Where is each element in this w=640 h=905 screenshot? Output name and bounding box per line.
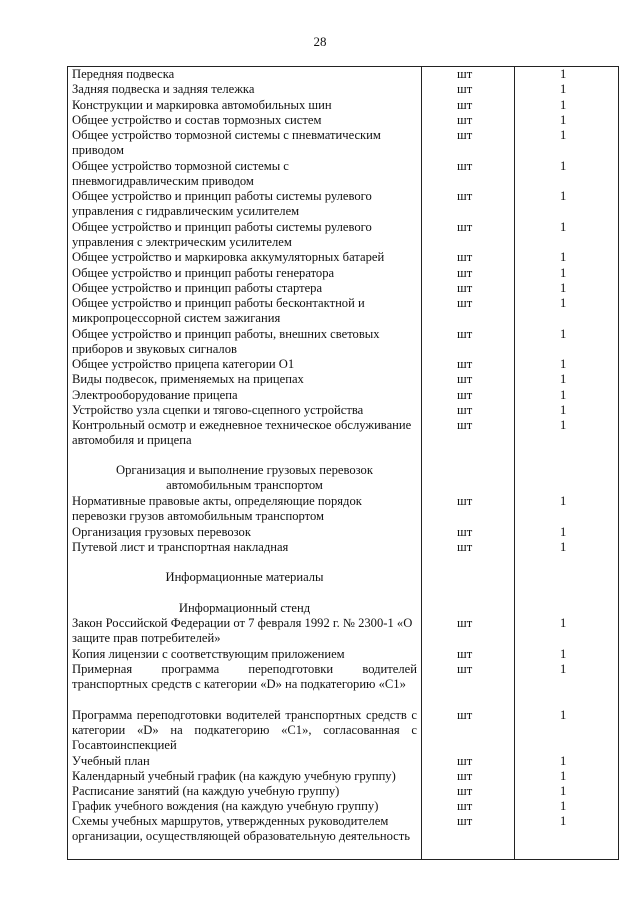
table-row bbox=[68, 708, 620, 754]
section-heading-info-materials: Информационные материалы bbox=[165, 570, 324, 584]
item-name: Задняя подвеска и задняя тележка bbox=[72, 82, 255, 96]
item-unit: шт bbox=[457, 799, 473, 813]
item-quantity: 1 bbox=[560, 67, 567, 81]
item-unit: шт bbox=[457, 769, 473, 783]
table-row bbox=[68, 67, 620, 82]
table-row bbox=[68, 814, 620, 860]
table-row bbox=[68, 357, 620, 372]
item-quantity: 1 bbox=[560, 525, 567, 539]
item-unit: шт bbox=[457, 708, 473, 722]
item-unit: шт bbox=[457, 403, 473, 417]
item-quantity: 1 bbox=[560, 769, 567, 783]
item-unit: шт bbox=[457, 418, 473, 432]
item-quantity: 1 bbox=[560, 128, 567, 142]
item-quantity: 1 bbox=[560, 189, 567, 203]
table-row bbox=[68, 128, 620, 158]
item-name: Расписание занятий (на каждую учебную группу) bbox=[72, 784, 340, 798]
table-row bbox=[68, 113, 620, 128]
item-quantity: 1 bbox=[560, 113, 567, 127]
table-row bbox=[68, 327, 620, 357]
equipment-table bbox=[67, 66, 619, 860]
table-row bbox=[68, 784, 620, 799]
item-name: График учебного вождения (на каждую учебную группу) bbox=[72, 799, 379, 813]
table-row bbox=[68, 250, 620, 265]
table-row bbox=[68, 647, 620, 662]
item-unit: шт bbox=[457, 281, 473, 295]
item-quantity: 1 bbox=[560, 540, 567, 554]
item-name: Конструкции и маркировка автомобильных шин bbox=[72, 98, 332, 112]
item-unit: шт bbox=[457, 189, 473, 203]
table-row bbox=[68, 372, 620, 387]
item-unit: шт bbox=[457, 128, 473, 142]
table-row bbox=[68, 662, 620, 708]
item-unit: шт bbox=[457, 647, 473, 661]
table-row bbox=[68, 159, 620, 189]
item-quantity: 1 bbox=[560, 357, 567, 371]
item-quantity: 1 bbox=[560, 418, 567, 432]
item-name: Общее устройство и принцип работы, внешних световых приборов и звуковых сигналов bbox=[72, 327, 380, 357]
item-quantity: 1 bbox=[560, 220, 567, 234]
item-unit: шт bbox=[457, 327, 473, 341]
item-name: Общее устройство тормозной системы с пневмогидравлическим приводом bbox=[72, 159, 289, 189]
item-name: Общее устройство и принцип работы генератора bbox=[72, 266, 335, 280]
table-row bbox=[68, 82, 620, 97]
item-name: Общее устройство и состав тормозных систем bbox=[72, 113, 322, 127]
item-quantity: 1 bbox=[560, 708, 567, 722]
item-name: Учебный план bbox=[72, 754, 150, 768]
item-quantity: 1 bbox=[560, 159, 567, 173]
item-quantity: 1 bbox=[560, 266, 567, 280]
item-unit: шт bbox=[457, 784, 473, 798]
table-row bbox=[68, 296, 620, 326]
table-row bbox=[68, 220, 620, 250]
item-unit: шт bbox=[457, 540, 473, 554]
item-name: Путевой лист и транспортная накладная bbox=[72, 540, 289, 554]
item-name: Электрооборудование прицепа bbox=[72, 388, 238, 402]
item-name: Общее устройство прицепа категории O1 bbox=[72, 357, 295, 371]
item-quantity: 1 bbox=[560, 372, 567, 386]
table-row bbox=[68, 98, 620, 113]
item-unit: шт bbox=[457, 296, 473, 310]
item-name: Общее устройство и принцип работы бесконтактной и микропроцессорной систем зажигания bbox=[72, 296, 365, 326]
item-unit: шт bbox=[457, 525, 473, 539]
item-name: Общее устройство и принцип работы системы рулевого управления с гидравлическим усилителем bbox=[72, 189, 372, 219]
item-quantity: 1 bbox=[560, 82, 567, 96]
table-row bbox=[68, 540, 620, 555]
item-quantity: 1 bbox=[560, 784, 567, 798]
section-heading-info-stand: Информационный стенд bbox=[178, 601, 311, 615]
item-quantity: 1 bbox=[560, 754, 567, 768]
item-unit: шт bbox=[457, 250, 473, 264]
item-unit: шт bbox=[457, 82, 473, 96]
section-heading-cargo: Организация и выполнение грузовых перевозок автомобильным транспортом bbox=[116, 463, 373, 493]
table-row bbox=[68, 769, 620, 784]
item-quantity: 1 bbox=[560, 494, 567, 508]
item-quantity: 1 bbox=[560, 647, 567, 661]
table-row bbox=[68, 754, 620, 769]
item-unit: шт bbox=[457, 494, 473, 508]
table-row bbox=[68, 799, 620, 814]
item-unit: шт bbox=[457, 220, 473, 234]
item-unit: шт bbox=[457, 814, 473, 828]
item-quantity: 1 bbox=[560, 662, 567, 676]
item-unit: шт bbox=[457, 67, 473, 81]
item-name: Программа переподготовки водителей транспортных средств с категории «D» на подкатегорию «C1», согласованная с Госавтоинспекцией bbox=[72, 708, 417, 753]
table-row bbox=[68, 189, 620, 219]
table-row bbox=[68, 403, 620, 418]
item-quantity: 1 bbox=[560, 403, 567, 417]
table-row bbox=[68, 266, 620, 281]
item-name: Схемы учебных маршрутов, утвержденных руководителем организации, осуществляющей образовательную деятельность bbox=[72, 814, 411, 844]
item-name: Копия лицензии с соответствующим приложением bbox=[72, 647, 345, 661]
item-unit: шт bbox=[457, 98, 473, 112]
table-row bbox=[68, 388, 620, 403]
item-unit: шт bbox=[457, 266, 473, 280]
item-unit: шт bbox=[457, 357, 473, 371]
item-unit: шт bbox=[457, 159, 473, 173]
item-name: Контрольный осмотр и ежедневное техническое обслуживание автомобиля и прицепа bbox=[72, 418, 412, 448]
item-name: Виды подвесок, применяемых на прицепах bbox=[72, 372, 304, 386]
item-unit: шт bbox=[457, 662, 473, 676]
item-name: Устройство узла сцепки и тягово-сцепного устройства bbox=[72, 403, 364, 417]
item-name: Общее устройство и принцип работы системы рулевого управления с электрическим усилителем bbox=[72, 220, 372, 250]
item-name: Организация грузовых перевозок bbox=[72, 525, 251, 539]
table-row bbox=[68, 616, 620, 646]
item-name: Закон Российской Федерации от 7 февраля 1992 г. № 2300-1 «О защите прав потребителей» bbox=[72, 616, 413, 646]
item-name: Общее устройство и маркировка аккумуляторных батарей bbox=[72, 250, 385, 264]
item-unit: шт bbox=[457, 113, 473, 127]
item-name: Общее устройство тормозной системы с пневматическим приводом bbox=[72, 128, 381, 158]
item-unit: шт bbox=[457, 372, 473, 386]
item-name: Календарный учебный график (на каждую учебную группу) bbox=[72, 769, 396, 783]
item-quantity: 1 bbox=[560, 327, 567, 341]
item-quantity: 1 bbox=[560, 98, 567, 112]
table-row bbox=[68, 281, 620, 296]
item-name: Общее устройство и принцип работы стартера bbox=[72, 281, 323, 295]
table-row bbox=[68, 494, 620, 524]
item-quantity: 1 bbox=[560, 616, 567, 630]
item-name: Примерная программа переподготовки водителей транспортных средств с категории «D» на подкатегорию «C1» bbox=[72, 662, 417, 692]
item-unit: шт bbox=[457, 388, 473, 402]
table-row bbox=[68, 418, 620, 448]
item-unit: шт bbox=[457, 754, 473, 768]
item-quantity: 1 bbox=[560, 388, 567, 402]
item-unit: шт bbox=[457, 616, 473, 630]
table-row bbox=[68, 525, 620, 540]
item-quantity: 1 bbox=[560, 250, 567, 264]
item-quantity: 1 bbox=[560, 799, 567, 813]
item-quantity: 1 bbox=[560, 296, 567, 310]
item-name: Передняя подвеска bbox=[72, 67, 175, 81]
item-quantity: 1 bbox=[560, 814, 567, 828]
page-number: 28 bbox=[313, 34, 327, 49]
item-quantity: 1 bbox=[560, 281, 567, 295]
item-name: Нормативные правовые акты, определяющие порядок перевозки грузов автомобильным транспортом bbox=[72, 494, 362, 524]
